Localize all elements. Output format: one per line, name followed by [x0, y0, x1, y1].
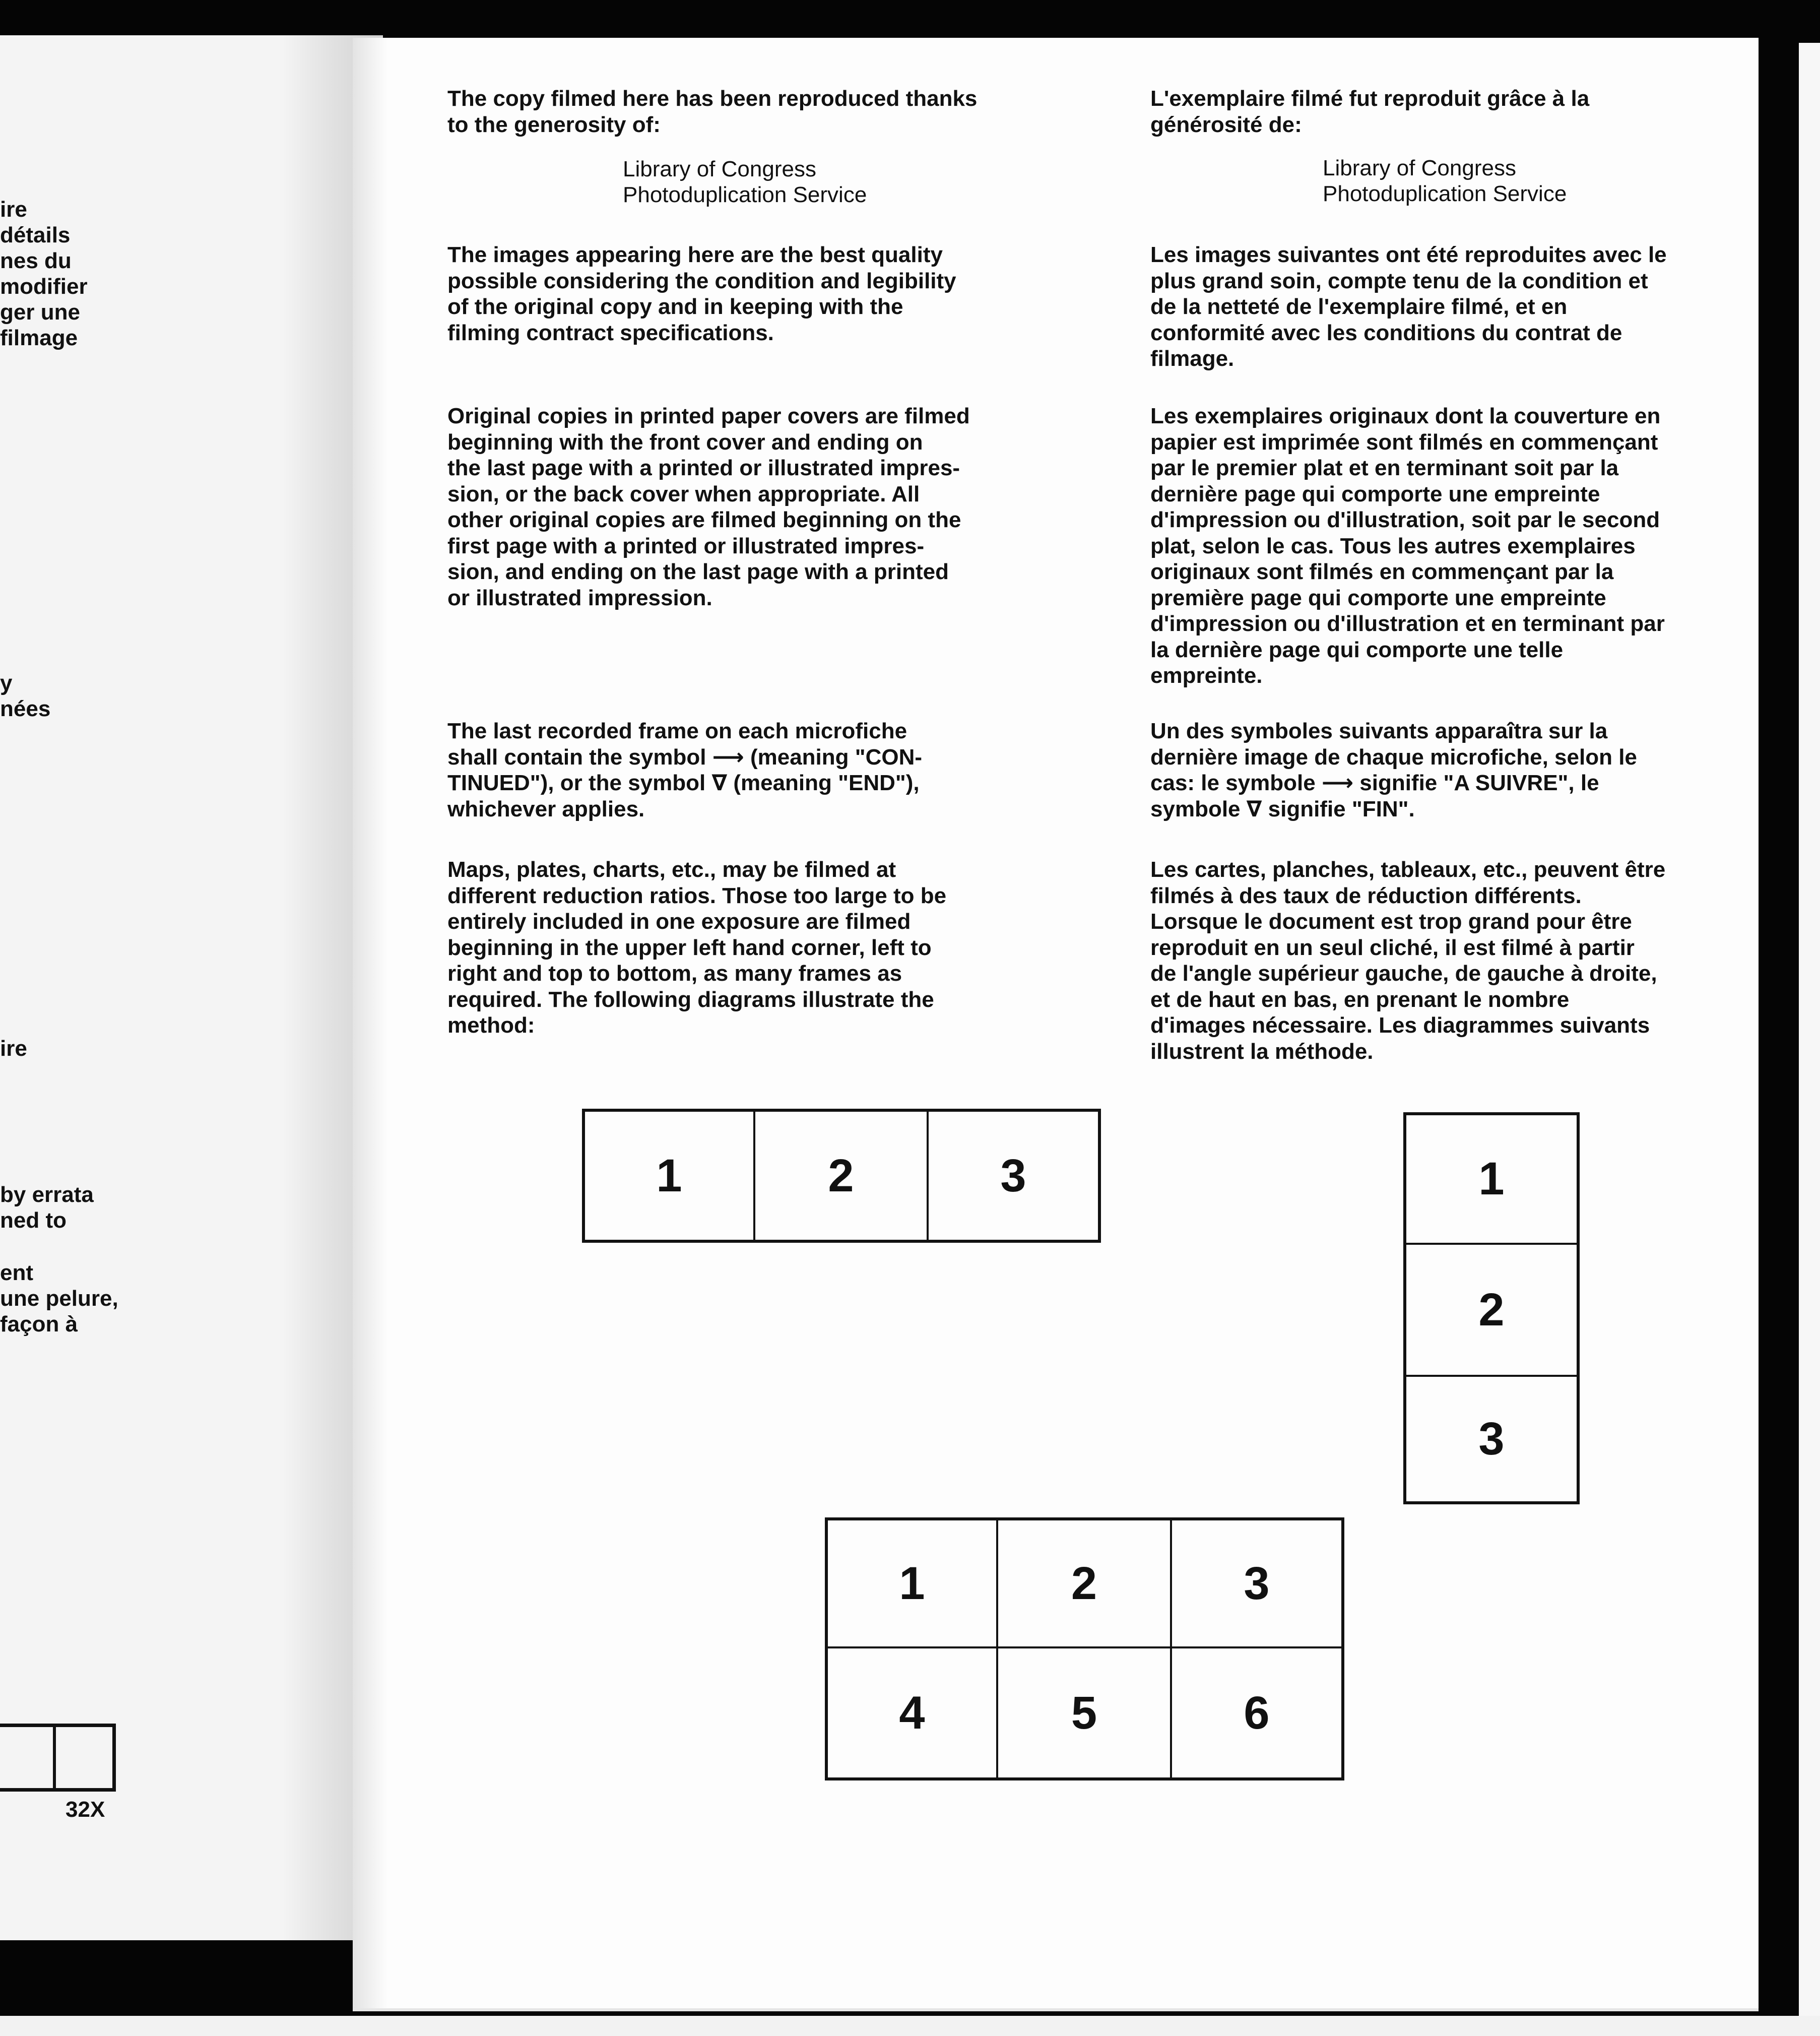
frame-cell: 2 — [1406, 1245, 1577, 1377]
frame-cell: 3 — [1478, 1413, 1505, 1465]
french-library-name: Library of Congress Photoduplication Service — [1323, 156, 1567, 206]
english-quality-paragraph: The images appearing here are the best quality possible considering the condition and legibility of the original copy and in keeping with the filming contract specifications. — [447, 242, 956, 345]
diagram-vertical-frames — [1403, 1112, 1580, 1504]
frame-cell: 3 — [1000, 1150, 1026, 1201]
left-fragment: modifier — [0, 274, 88, 299]
english-maps-paragraph: Maps, plates, charts, etc., may be filmed at different reduction ratios. Those too large to be entirely included in one exposure are filmed beginning in the upper left hand corner, left to right and top to bottom, as many frames as required. The following diagrams illustrate the method: — [447, 857, 947, 1038]
french-symbols-paragraph: Un des symboles suivants apparaîtra sur la dernière image de chaque microfiche, selon le cas: le symbole ⟶ signifie "A SUIVRE", le symbole ∇ signifie "FIN". — [1150, 719, 1637, 821]
french-quality-paragraph: Les images suivantes ont été reproduites avec le plus grand soin, compte tenu de la condition et de la netteté de l'exemplaire filmé, et en conformité avec les conditions du contrat de filmage. — [1150, 242, 1667, 371]
frame-cell: 2 — [998, 1520, 1172, 1648]
left-fragment: ire — [0, 197, 27, 222]
frame-cell: 2 — [755, 1112, 929, 1240]
frame-cell: 5 — [998, 1648, 1172, 1777]
frame-cell: 3 — [1172, 1520, 1341, 1648]
left-fragment: ger une — [0, 300, 80, 325]
left-fragment: détails — [0, 223, 71, 247]
diagram-grid-frames — [825, 1517, 1344, 1780]
diagram-horizontal-frames — [582, 1109, 1101, 1243]
left-fragment: by errata — [0, 1182, 94, 1207]
french-intro: L'exemplaire filmé fut reproduit grâce à la générosité de: — [1150, 86, 1590, 137]
left-fragment: façon à — [0, 1312, 78, 1337]
frame-cell: 4 — [828, 1648, 998, 1777]
right-page-edge — [1799, 43, 1820, 2033]
left-fragment: ned to — [0, 1208, 67, 1233]
english-library-name: Library of Congress Photoduplication Service — [623, 157, 867, 207]
frame-cell: 6 — [1244, 1687, 1270, 1739]
french-maps-paragraph: Les cartes, planches, tableaux, etc., peuvent être filmés à des taux de réduction différents. Lorsque le document est trop grand pour être reproduit en un seul cliché, il est filmé à partir de l'angle supérieur gauche, de gauche à droite, et de haut en bas, en prenant le nombre d'images nécessaire. Les diagrammes suivants illustrent la méthode. — [1150, 857, 1666, 1064]
page-fold-shadow — [353, 38, 388, 2008]
ratio-box-divider — [53, 1727, 56, 1788]
bottom-page-edge — [0, 2016, 1820, 2036]
left-fragment: nes du — [0, 248, 72, 273]
reduction-ratio-label: 32X — [66, 1797, 105, 1822]
english-symbols-paragraph: The last recorded frame on each microfiche shall contain the symbol ⟶ (meaning "CON- TINUED"), or the symbol ∇ (meaning "END"), whichever applies. — [447, 719, 923, 821]
frame-cell: 1 — [585, 1112, 755, 1240]
left-fragment: nées — [0, 696, 51, 721]
french-covers-paragraph: Les exemplaires originaux dont la couverture en papier est imprimée sont filmés en commençant par le premier plat et en terminant soit par la dernière page qui comporte une empreinte d'impression ou d'illustration, soit par le second plat, selon le cas. Tous les autres exemplaires originaux sont filmés en commençant par la première page qui comporte une empreinte d'impression ou d'illustration et en terminant par la dernière page qui comporte une telle empreinte. — [1150, 404, 1665, 688]
left-fragment: y — [0, 671, 13, 695]
english-intro: The copy filmed here has been reproduced thanks to the generosity of: — [447, 86, 978, 137]
frame-cell: 1 — [1406, 1115, 1577, 1245]
left-fragment: une pelure, — [0, 1286, 118, 1311]
left-fragment: ent — [0, 1260, 33, 1285]
reduction-ratio-box — [0, 1724, 116, 1792]
frame-cell: 1 — [828, 1520, 998, 1648]
left-fragment: ire — [0, 1036, 27, 1061]
left-fragment: filmage — [0, 326, 78, 350]
english-covers-paragraph: Original copies in printed paper covers are filmed beginning with the front cover and ending on the last page with a printed or illustrated impres- sion, or the back cover when appropriate. All other original copies are filmed beginning on the first page with a printed or illustrated impres- sion, and ending on the last page with a printed or illustrated impression. — [447, 404, 970, 610]
